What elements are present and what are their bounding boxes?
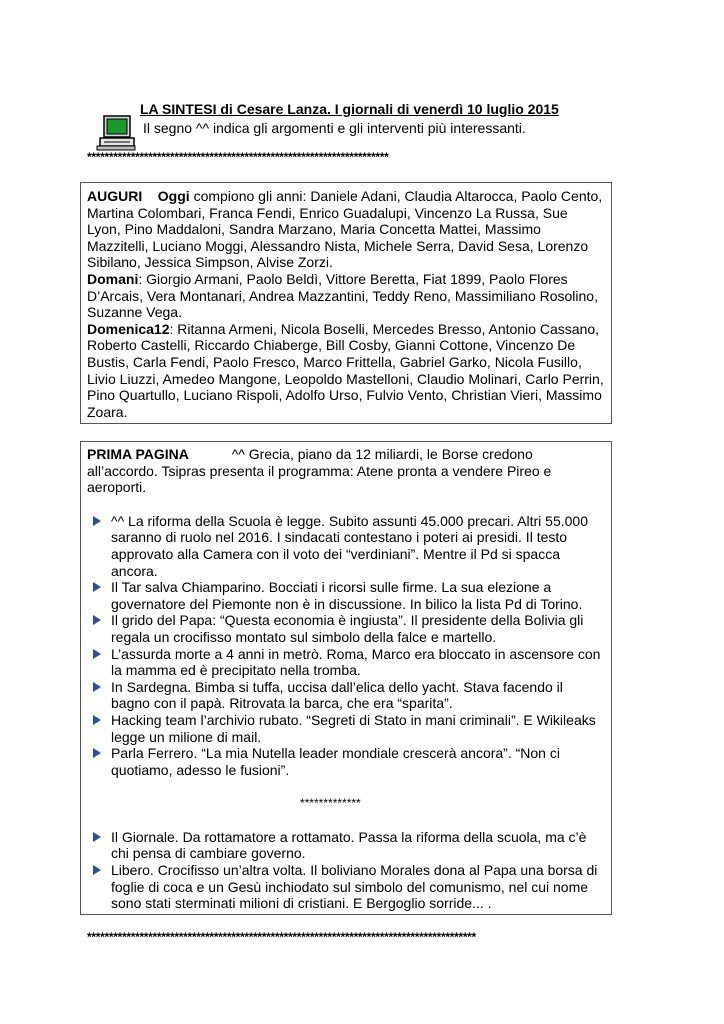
bullet-arrow-icon [93, 865, 101, 875]
bullet-arrow-icon [93, 582, 101, 592]
list-item: ^^ La riforma della Scuola è legge. Subito assunti 45.000 precari. Altri 55.000 saranno di ruolo nel 2016. I sindacati contestano i poteri ai presidi. Il testo approvato alla Camera con il voto dei “verdiniani”. Mentre il Pd si spacca ancora. [87, 513, 605, 579]
list-item: Il Tar salva Chiamparino. Bocciati i ricorsi sulle firme. La sua elezione a governatore del Piemonte non è in discussione. In bilico la lista Pd di Torino. [87, 579, 605, 612]
auguri-oggi [87, 188, 605, 271]
bullet-arrow-icon [93, 832, 101, 842]
list-item: Hacking team l’archivio rubato. “Segreti di Stato in mani criminali”. E Wikileaks legge un milione di mail. [87, 712, 605, 745]
oggi-label: Oggi [157, 188, 190, 204]
auguri-box [80, 182, 612, 424]
prima-pagina-lead-paragraph [87, 446, 605, 496]
bullet-arrow-icon [93, 715, 101, 725]
domani-text: : Giorgio Armani, Paolo Beldì, Vittore Beretta, Fiat 1899, Paolo Flores D’Arcais, Vera Montanari, Andrea Mazzantini, Teddy Reno, Massimiliano Rosolino, Suzanne Vega. [87, 270, 598, 321]
separator-top: ********************************************************************* [87, 150, 389, 164]
bullet-arrow-icon [93, 682, 101, 692]
bullet-arrow-icon [93, 649, 101, 659]
page-subtitle: Il segno ^^ indica gli argomenti e gli interventi più interessanti. [143, 120, 526, 136]
bullet-arrow-icon [93, 615, 101, 625]
list-item: In Sardegna. Bimba si tuffa, uccisa dall’elica dello yacht. Stava facendo il bagno con il papà. Ritrovata la barca, che era “sparita”. [87, 679, 605, 712]
bullet-arrow-icon [93, 748, 101, 758]
auguri-domenica [87, 321, 605, 421]
auguri-label: AUGURI [87, 188, 143, 204]
prima-pagina-label: PRIMA PAGINA [87, 446, 189, 462]
domenica-label: Domenica12 [87, 320, 170, 337]
news-list-2 [87, 829, 605, 912]
page-title: LA SINTESI di Cesare Lanza. I giornali di venerdì 10 luglio 2015 [140, 101, 559, 117]
list-item: L’assurda morte a 4 anni in metrò. Roma, Marco era bloccato in ascensore con la mamma ed è precipitato nella tromba. [87, 646, 605, 679]
list-item: Libero. Crocifisso un’altra volta. Il boliviano Morales dona al Papa una borsa di foglie di coca e un Gesù inchiodato sul simbolo del comunismo, nel cui nome sono stati sterminati milioni di cristiani. E Bergoglio sorride... . [87, 862, 605, 912]
section-separator: ************* [300, 796, 361, 811]
auguri-domani [87, 271, 605, 321]
computer-icon [96, 114, 136, 152]
list-item: Parla Ferrero. “La mia Nutella leader mondiale crescerà ancora”. “Non ci quotiamo, adesso le fusioni”. [87, 745, 605, 778]
list-item: Il Giornale. Da rottamatore a rottamato. Passa la riforma della scuola, ma c’è chi pensa di cambiare governo. [87, 829, 605, 862]
domenica-text: : Ritanna Armeni, Nicola Boselli, Mercedes Bresso, Antonio Cassano, Roberto Castelli, Riccardo Chiaberge, Bill Cosby, Gianni Cottone, Vincenzo De Bustis, Carla Fendi, Paolo Fresco, Marco Frittella, Gabriel Garko, Nicola Fusillo, Livio Liuzzi, Amedeo Mangone, Leopoldo Mastelloni, Claudio Molinari, Carlo Perrin, Pino Quartullo, Luciano Rispoli, Adolfo Urso, Fulvio Vento, Christian Vieri, Massimo Zoara. [87, 320, 604, 420]
domani-label: Domani [87, 270, 139, 287]
news-list [87, 513, 605, 779]
bullet-arrow-icon [93, 516, 101, 526]
list-item: Il grido del Papa: “Questa economia è ingiusta”. Il presidente della Bolivia gli regala un crocifisso montato sul simbolo della falce e martello. [87, 612, 605, 645]
prima-pagina-box [80, 441, 612, 915]
separator-bottom: ***************************************************************************************** [87, 930, 476, 944]
oggi-text: compiono gli anni: Daniele Adani, Claudia Altarocca, Paolo Cento, Martina Colombari, Franca Fendi, Enrico Guadalupi, Vincenzo La Russa, Sue Lyon, Pino Maddaloni, Sandra Marzano, Maria Concetta Mattei, Massimo Mazzitelli, Luciano Moggi, Alessandro Nista, Michele Serra, David Sesa, Lorenzo Sibilano, Jessica Simpson, Alvise Zorzi. [87, 188, 603, 271]
prima-pagina-lead: ^^ Grecia, piano da 12 miliardi, le Borse credono all’accordo. Tsipras presenta il programma: Atene pronta a vendere Pireo e aeroporti. [87, 446, 552, 496]
